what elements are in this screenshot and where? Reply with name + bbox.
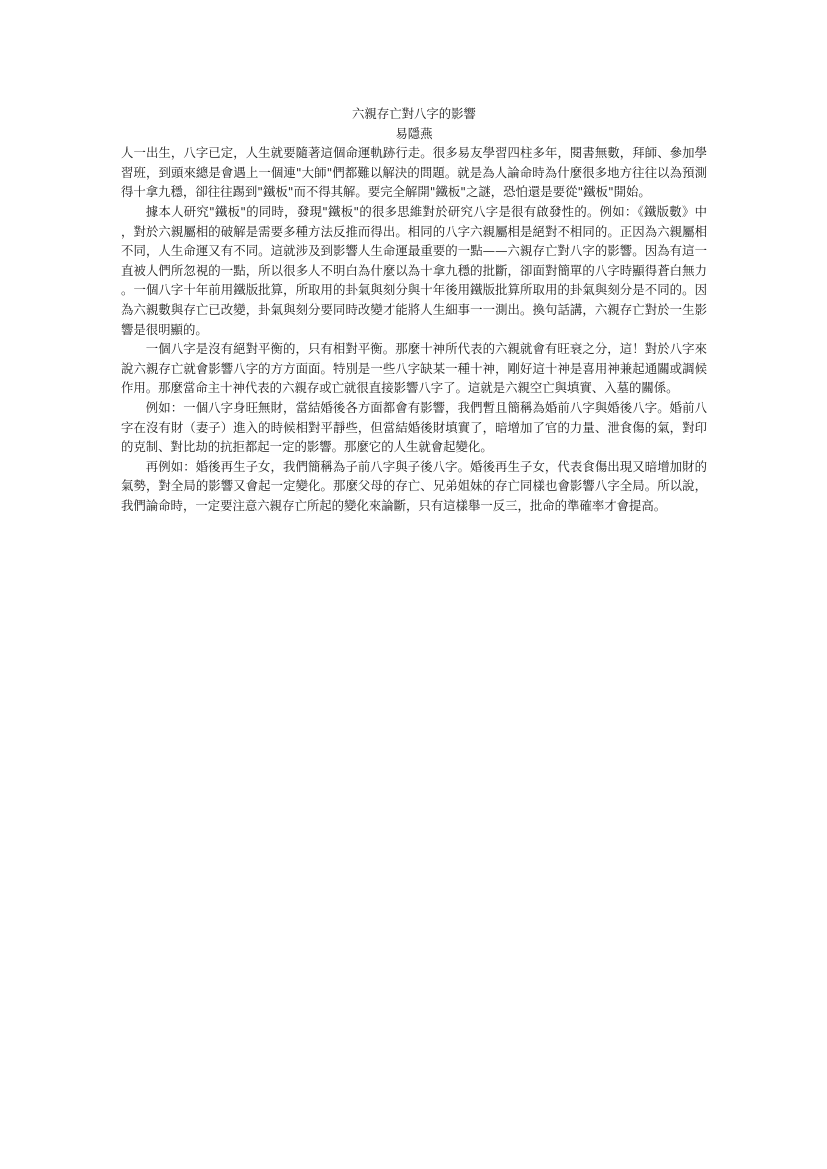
article-author: 易隱燕 <box>395 125 433 141</box>
article-body <box>121 104 707 515</box>
paragraph-2: 據本人研究"鐵板"的同時，發現"鐵板"的很多思維對於研究八字是很有啟發性的。例如：《鐵版數》中，對於六親屬相的破解是需要多種方法反推而得出。相同的八字六親屬相是絕對不相同的。正因為六親屬相不同，人生命運又有不同。這就涉及到影響人生命運最重要的一點——六親存亡對八字的影響。因為有這一直被人們所忽視的一點，所以很多人不明白為什麼以為十拿九穩的批斷，卻面對簡單的八字時顯得蒼白無力。一個八字十年前用鐵版批算，所取用的卦氣與刻分與十年後用鐵版批算所取用的卦氣與刻分是不同的。因為六親數與存亡已改變，卦氣與刻分要同時改變才能將人生細事一一測出。換句話講，六親存亡對於一生影響是很明顯的。 <box>121 203 707 337</box>
paragraph-3: 一個八字是沒有絕對平衡的，只有相對平衡。那麼十神所代表的六親就會有旺衰之分，這！對於八字來說六親存亡就會影響八字的方方面面。特別是一些八字缺某一種十神，剛好這十神是喜用神兼起通關或調候作用。那麼當命主十神代表的六親存或亡就很直接影響八字了。這就是六親空亡與填實、入墓的關係。 <box>121 341 707 396</box>
paragraph-4: 例如：一個八字身旺無財，當結婚後各方面都會有影響，我們暫且簡稱為婚前八字與婚後八字。婚前八字在沒有財（妻子）進入的時候相對平靜些，但當結婚後財填實了，暗增加了官的力量、泄食傷的氣，對印的克制、對比劫的抗拒都起一定的影響。那麼它的人生就會起變化。 <box>121 399 707 455</box>
article-title: 六親存亡對八字的影響 <box>352 106 476 121</box>
paragraph-5: 再例如：婚後再生子女，我們簡稱為子前八字與子後八字。婚後再生子女，代表食傷出現又暗增加財的氣勢，對全局的影響又會起一定變化。那麼父母的存亡、兄弟姐妹的存亡同樣也會影響八字全局。所以說，我們論命時，一定要注意六親存亡所起的變化來論斷，只有這樣舉一反三，批命的準確率才會提高。 <box>121 458 707 513</box>
paragraph-1: 人一出生，八字已定，人生就要隨著這個命運軌跡行走。很多易友學習四柱多年，閱書無數，拜師、參加學習班，到頭來總是會遇上一個連"大師"們都難以解決的問題。就是為人論命時為什麼很多地方往往以為預測得十拿九穩，卻往往踢到"鐵板"而不得其解。要完全解開"鐵板"之謎，恐怕還是要從"鐵板"開始。 <box>121 145 707 200</box>
